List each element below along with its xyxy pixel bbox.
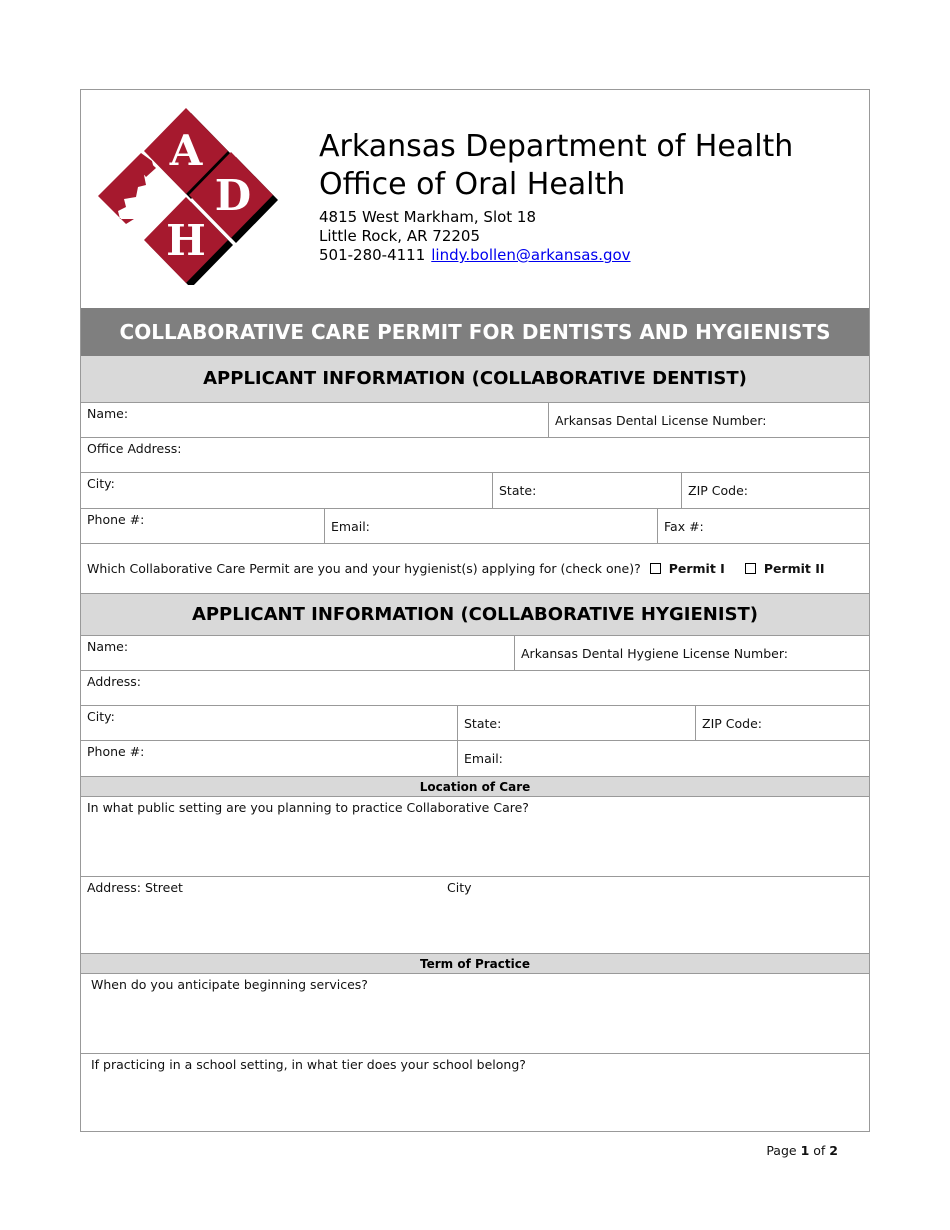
dentist-row-address bbox=[81, 438, 869, 473]
dentist-name-field[interactable] bbox=[81, 403, 549, 437]
location-section-heading: Location of Care bbox=[81, 776, 869, 797]
location-street-field[interactable] bbox=[81, 877, 441, 953]
location-city-field[interactable] bbox=[441, 877, 869, 953]
dentist-license-field[interactable] bbox=[548, 403, 869, 437]
hygienist-section-heading: APPLICANT INFORMATION (COLLABORATIVE HYGIENIST) bbox=[81, 594, 869, 636]
hygienist-address-field[interactable] bbox=[81, 671, 869, 705]
permit-choice bbox=[81, 544, 869, 593]
dentist-license-label: Arkansas Dental License Number: bbox=[555, 412, 767, 428]
hygienist-row-address bbox=[81, 671, 869, 706]
dentist-row-permit bbox=[81, 544, 869, 594]
term-tier-field[interactable] bbox=[85, 1054, 869, 1131]
permit-2-label: Permit II bbox=[763, 561, 825, 576]
dentist-city-label: City: bbox=[87, 476, 115, 491]
hygienist-city-field[interactable] bbox=[81, 706, 458, 740]
dentist-row-name bbox=[81, 403, 869, 438]
term-tier-question: If practicing in a school setting, in what tier does your school belong? bbox=[91, 1057, 526, 1072]
term-start-field[interactable] bbox=[85, 974, 869, 1053]
hygienist-zip-label: ZIP Code: bbox=[702, 715, 762, 731]
location-setting-question: In what public setting are you planning to practice Collaborative Care? bbox=[87, 800, 529, 815]
hygienist-email-field[interactable] bbox=[457, 741, 869, 776]
hygienist-phone-field[interactable] bbox=[81, 741, 458, 776]
dentist-phone-field[interactable] bbox=[81, 509, 325, 543]
term-row-start bbox=[81, 974, 869, 1054]
dentist-office-address-field[interactable] bbox=[81, 438, 869, 472]
dentist-email-field[interactable] bbox=[324, 509, 658, 543]
hygienist-zip-field[interactable] bbox=[695, 706, 869, 740]
of-word: of bbox=[813, 1143, 826, 1158]
permit-1-label: Permit I bbox=[668, 561, 725, 576]
hygienist-email-label: Email: bbox=[464, 751, 503, 766]
dentist-name-label: Name: bbox=[87, 406, 129, 421]
location-row-address bbox=[81, 877, 869, 953]
form-sheet bbox=[80, 89, 870, 1132]
location-street-label: Address: Street bbox=[87, 880, 183, 895]
page-word: Page bbox=[766, 1143, 797, 1158]
page-number bbox=[766, 1143, 838, 1158]
org-email-link[interactable]: lindy.bollen@arkansas.gov bbox=[431, 246, 631, 264]
dentist-zip-field[interactable] bbox=[681, 473, 869, 508]
form-title: COLLABORATIVE CARE PERMIT FOR DENTISTS AND HYGIENISTS bbox=[81, 308, 869, 356]
permit-2-checkbox[interactable] bbox=[745, 563, 756, 574]
location-city-label: City bbox=[447, 880, 472, 895]
hygienist-address-label: Address: bbox=[87, 674, 141, 689]
hygienist-name-label: Name: bbox=[87, 639, 129, 654]
dentist-state-label: State: bbox=[499, 483, 537, 498]
permit-question: Which Collaborative Care Permit are you and your hygienist(s) applying for (check one)? bbox=[87, 561, 641, 576]
org-phone: 501-280-4111 bbox=[319, 246, 426, 264]
hygienist-name-field[interactable] bbox=[81, 636, 515, 670]
location-setting-field[interactable] bbox=[81, 797, 869, 876]
dentist-office-address-label: Office Address: bbox=[87, 441, 182, 456]
hygienist-row-city bbox=[81, 706, 869, 741]
adh-logo bbox=[96, 107, 282, 285]
dentist-section-heading: APPLICANT INFORMATION (COLLABORATIVE DENTIST) bbox=[81, 356, 869, 403]
dentist-zip-label: ZIP Code: bbox=[688, 483, 748, 498]
org-block bbox=[319, 128, 793, 265]
hygienist-license-field[interactable] bbox=[514, 636, 869, 670]
page-current: 1 bbox=[800, 1143, 810, 1158]
term-section-heading: Term of Practice bbox=[81, 953, 869, 974]
term-row-tier bbox=[81, 1054, 869, 1131]
org-city: Little Rock, AR 72205 bbox=[319, 227, 481, 245]
dentist-fax-label: Fax #: bbox=[664, 518, 704, 534]
org-contact bbox=[319, 246, 793, 265]
dentist-email-label: Email: bbox=[331, 518, 370, 534]
logo-letter-a: A bbox=[169, 126, 203, 175]
org-office: Office of Oral Health bbox=[319, 167, 626, 202]
dentist-fax-field[interactable] bbox=[657, 509, 869, 543]
term-start-question: When do you anticipate beginning services? bbox=[91, 977, 368, 992]
hygienist-license-label: Arkansas Dental Hygiene License Number: bbox=[521, 645, 788, 661]
hygienist-row-name bbox=[81, 636, 869, 671]
hygienist-row-phone bbox=[81, 741, 869, 776]
location-row-setting bbox=[81, 797, 869, 877]
dentist-row-city bbox=[81, 473, 869, 509]
hygienist-state-label: State: bbox=[464, 715, 502, 731]
hygienist-state-field[interactable] bbox=[457, 706, 696, 740]
permit-1-checkbox[interactable] bbox=[650, 563, 661, 574]
org-name: Arkansas Department of Health bbox=[319, 129, 794, 164]
hygienist-phone-label: Phone #: bbox=[87, 744, 145, 759]
hygienist-city-label: City: bbox=[87, 709, 115, 724]
logo-letter-d: D bbox=[214, 171, 252, 220]
dentist-row-phone bbox=[81, 509, 869, 544]
page-total: 2 bbox=[829, 1143, 838, 1158]
org-street: 4815 West Markham, Slot 18 bbox=[319, 208, 537, 226]
dentist-state-field[interactable] bbox=[492, 473, 682, 508]
logo-letter-h: H bbox=[166, 216, 206, 265]
dentist-phone-label: Phone #: bbox=[87, 512, 145, 527]
dentist-city-field[interactable] bbox=[81, 473, 493, 508]
